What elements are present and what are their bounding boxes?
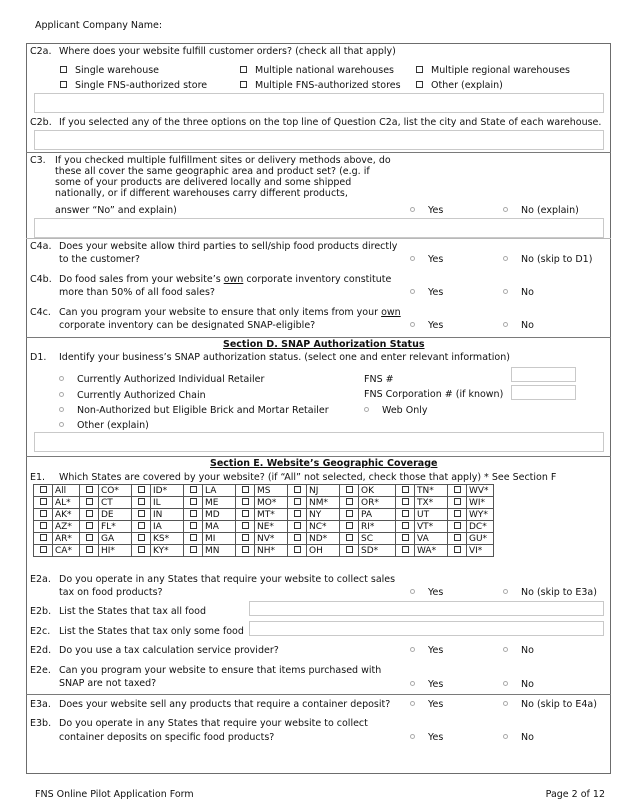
e2c-label: List the States that tax only some food [59,626,244,637]
radio-icon[interactable] [410,701,415,706]
state-label: CO* [99,485,132,497]
checkbox-icon[interactable] [190,486,197,493]
c3-number: C3. [30,155,46,166]
fns-corp-label: FNS Corporation # (if known) [364,389,504,400]
checkbox-icon[interactable] [190,510,197,517]
applicant-company-label: Applicant Company Name: [35,20,163,31]
state-checkbox-cell[interactable] [340,509,359,521]
checkbox-icon[interactable] [40,546,47,553]
state-label: GA [99,533,132,545]
checkbox-icon[interactable] [40,510,47,517]
state-label: ID* [151,485,184,497]
radio-icon[interactable] [59,376,64,381]
state-label: WV* [467,485,494,497]
state-label: UT [415,509,448,521]
checkbox-icon[interactable] [138,522,145,529]
checkbox-icon[interactable] [138,546,145,553]
divider [26,152,611,153]
e3a-number: E3a. [30,699,51,710]
c2a-option-multiple-national[interactable]: Multiple national warehouses [240,65,394,76]
e2b-number: E2b. [30,606,52,617]
state-label: AK* [53,509,80,521]
e2a-number: E2a. [30,574,51,585]
state-checkbox-cell[interactable] [132,497,151,509]
state-label: NV* [255,533,288,545]
checkbox-icon[interactable] [242,534,249,541]
state-label: IL [151,497,184,509]
checkbox-icon[interactable] [416,66,423,73]
checkbox-icon[interactable] [242,510,249,517]
checkbox-icon[interactable] [402,510,409,517]
checkbox-icon[interactable] [454,534,461,541]
e1-question: Which States are covered by your website? (if “All” not selected, check those that apply) * See Section F [59,472,557,483]
state-checkbox-cell[interactable] [236,485,255,497]
radio-icon[interactable] [503,256,508,261]
fns-corp-input[interactable] [511,385,576,400]
state-checkbox-cell[interactable] [448,497,467,509]
d1-explain-input[interactable] [34,432,604,452]
d1-option-individual-retailer[interactable]: Currently Authorized Individual Retailer [59,374,264,385]
e2d-no-option[interactable]: No [503,645,534,656]
checkbox-icon[interactable] [416,81,423,88]
checkbox-icon[interactable] [86,498,93,505]
states-row [34,497,494,509]
state-checkbox-cell[interactable] [288,545,307,557]
e3b-number: E3b. [30,718,52,729]
checkbox-icon[interactable] [86,546,93,553]
e2a-question-line1: Do you operate in any States that require your website to collect sales [59,574,396,585]
state-checkbox-cell[interactable] [80,485,99,497]
fns-number-label: FNS # [364,374,394,385]
checkbox-icon[interactable] [190,522,197,529]
checkbox-icon[interactable] [86,522,93,529]
state-label: NY [307,509,340,521]
e2d-question: Do you use a tax calculation service provider? [59,645,279,656]
e2e-number: E2e. [30,665,51,676]
checkbox-icon[interactable] [60,81,67,88]
checkbox-icon[interactable] [40,522,47,529]
state-label: SD* [359,545,396,557]
c4b-question-line2: more than 50% of all food sales? [59,287,215,298]
c2a-question: Where does your website fulfill customer orders? (check all that apply) [59,46,396,57]
state-label: DC* [467,521,494,533]
checkbox-icon[interactable] [402,486,409,493]
state-label: OK [359,485,396,497]
c2a-explain-input[interactable] [34,93,604,113]
state-checkbox-cell[interactable] [288,533,307,545]
state-label: LA [203,485,236,497]
checkbox-icon[interactable] [40,498,47,505]
e1-number: E1. [30,472,46,483]
state-label: IA [151,521,184,533]
d1-option-authorized-chain[interactable]: Currently Authorized Chain [59,390,206,401]
radio-icon[interactable] [410,207,415,212]
state-label: WY* [467,509,494,521]
state-checkbox-cell[interactable] [34,545,53,557]
checkbox-icon[interactable] [294,522,301,529]
state-checkbox-cell[interactable] [80,533,99,545]
c2b-question: If you selected any of the three options on the top line of Question C2a, list the city and State of each warehouse. [59,117,602,128]
radio-icon[interactable] [410,589,415,594]
e3a-question: Does your website sell any products that require a container deposit? [59,699,391,710]
radio-icon[interactable] [410,681,415,686]
state-checkbox-cell[interactable] [236,545,255,557]
c2a-option-multiple-fns-stores[interactable]: Multiple FNS-authorized stores [240,80,401,91]
state-checkbox-cell[interactable] [184,509,203,521]
state-checkbox-cell[interactable] [340,497,359,509]
radio-icon[interactable] [410,647,415,652]
state-checkbox-cell[interactable] [80,509,99,521]
state-label: MN [203,545,236,557]
state-checkbox-cell[interactable] [340,485,359,497]
states-row [34,485,494,497]
state-label: CT [99,497,132,509]
state-label: NC* [307,521,340,533]
states-row [34,533,494,545]
radio-icon[interactable] [503,322,508,327]
e2b-label: List the States that tax all food [59,606,206,617]
state-label: WA* [415,545,448,557]
c3-question-line2: these all cover the same geographic area and product set? (e.g. if [55,166,370,177]
radio-icon[interactable] [503,647,508,652]
checkbox-icon[interactable] [190,534,197,541]
states-row [34,509,494,521]
divider [26,694,611,695]
state-checkbox-cell[interactable] [34,509,53,521]
state-label: DE [99,509,132,521]
checkbox-icon[interactable] [242,546,249,553]
c3-no-option[interactable]: No (explain) [503,205,579,216]
radio-icon[interactable] [503,734,508,739]
state-label: MA [203,521,236,533]
e3b-no-option[interactable]: No [503,732,534,743]
e3b-yes-option[interactable]: Yes [410,732,443,743]
state-label: OH [307,545,340,557]
checkbox-icon[interactable] [402,498,409,505]
checkbox-icon[interactable] [190,498,197,505]
radio-icon[interactable] [503,589,508,594]
e2e-question-line2: SNAP are not taxed? [59,678,157,689]
state-checkbox-cell[interactable] [236,497,255,509]
state-label: NJ [307,485,340,497]
states-row [34,521,494,533]
e2e-no-option[interactable]: No [503,679,534,690]
c4b-number: C4b. [30,274,52,285]
e2d-number: E2d. [30,645,52,656]
c4a-question-line2: to the customer? [59,254,140,265]
radio-icon[interactable] [410,289,415,294]
state-label: NM* [307,497,340,509]
checkbox-icon[interactable] [454,546,461,553]
state-label: GU* [467,533,494,545]
checkbox-icon[interactable] [138,510,145,517]
e3a-yes-option[interactable]: Yes [410,699,443,710]
checkbox-icon[interactable] [190,546,197,553]
state-checkbox-cell[interactable] [132,485,151,497]
checkbox-icon[interactable] [242,486,249,493]
checkbox-icon[interactable] [346,522,353,529]
radio-icon[interactable] [503,681,508,686]
state-checkbox-cell[interactable] [34,521,53,533]
c4c-question-line2: corporate inventory can be designated SNAP-eligible? [59,320,316,331]
state-checkbox-cell[interactable] [132,521,151,533]
checkbox-icon[interactable] [402,534,409,541]
state-checkbox-cell[interactable] [184,485,203,497]
e3a-no-option[interactable]: No (skip to E4a) [503,699,597,710]
checkbox-icon[interactable] [346,498,353,505]
checkbox-icon[interactable] [138,534,145,541]
state-label: VT* [415,521,448,533]
radio-icon[interactable] [503,289,508,294]
state-label: All [53,485,80,497]
state-checkbox-cell[interactable] [396,533,415,545]
c2a-number: C2a. [30,46,52,57]
state-checkbox-cell[interactable] [396,485,415,497]
c2a-option-other[interactable]: Other (explain) [416,80,503,91]
state-checkbox-cell[interactable] [34,533,53,545]
checkbox-icon[interactable] [86,534,93,541]
state-label: MT* [255,509,288,521]
checkbox-icon[interactable] [454,498,461,505]
checkbox-icon[interactable] [454,486,461,493]
c3-question-line5: answer “No” and explain) [55,205,177,216]
checkbox-icon[interactable] [240,81,247,88]
state-checkbox-cell[interactable] [448,545,467,557]
checkbox-icon[interactable] [86,486,93,493]
state-label: TN* [415,485,448,497]
c2b-warehouse-input[interactable] [34,130,604,150]
fns-number-input[interactable] [511,367,576,382]
state-label: OR* [359,497,396,509]
e2a-no-option[interactable]: No (skip to E3a) [503,587,597,598]
state-checkbox-cell[interactable] [448,533,467,545]
c2a-option-single-fns-store[interactable]: Single FNS-authorized store [60,80,207,91]
state-checkbox-cell[interactable] [396,509,415,521]
c4c-question-line1: Can you program your website to ensure that only items from your own [59,307,401,318]
state-checkbox-cell[interactable] [34,497,53,509]
state-checkbox-cell[interactable] [236,521,255,533]
checkbox-icon[interactable] [294,546,301,553]
e2a-question-line2: tax on food products? [59,587,163,598]
footer-page-number: Page 2 of 12 [545,789,605,800]
radio-icon[interactable] [410,734,415,739]
state-label: KY* [151,545,184,557]
state-checkbox-cell[interactable] [448,509,467,521]
state-checkbox-cell[interactable] [396,545,415,557]
state-checkbox-cell[interactable] [288,485,307,497]
checkbox-icon[interactable] [402,546,409,553]
e2b-states-input[interactable] [249,601,604,616]
checkbox-icon[interactable] [294,498,301,505]
c3-explain-input[interactable] [34,218,604,238]
radio-icon[interactable] [410,256,415,261]
d1-question: Identify your business’s SNAP authorization status. (select one and enter relevant information) [59,352,510,363]
checkbox-icon[interactable] [242,498,249,505]
states-table [33,484,494,557]
state-label: MO* [255,497,288,509]
e2c-states-input[interactable] [249,621,604,636]
c2a-option-multiple-regional[interactable]: Multiple regional warehouses [416,65,570,76]
c4b-yes-option[interactable]: Yes [410,287,443,298]
c3-question-line3: some of your products are delivered locally and some shipped [55,177,352,188]
c3-question-line1: If you checked multiple fulfillment sites or delivery methods above, do [55,155,391,166]
section-d-title: Section D. SNAP Authorization Status [223,339,425,350]
state-label: TX* [415,497,448,509]
state-checkbox-cell[interactable] [448,521,467,533]
c4b-no-option[interactable]: No [503,287,534,298]
radio-icon[interactable] [364,407,369,412]
state-checkbox-cell[interactable] [184,533,203,545]
state-checkbox-cell[interactable] [396,521,415,533]
state-checkbox-cell[interactable] [132,509,151,521]
checkbox-icon[interactable] [346,546,353,553]
state-checkbox-cell[interactable] [340,521,359,533]
checkbox-icon[interactable] [454,522,461,529]
checkbox-icon[interactable] [240,66,247,73]
radio-icon[interactable] [59,407,64,412]
state-label: IN [151,509,184,521]
d1-option-other[interactable]: Other (explain) [59,420,149,431]
state-label: VA [415,533,448,545]
e3b-question-line2: container deposits on specific food products? [59,732,275,743]
checkbox-icon[interactable] [454,510,461,517]
state-checkbox-cell[interactable] [288,497,307,509]
state-label: RI* [359,521,396,533]
e2e-yes-option[interactable]: Yes [410,679,443,690]
state-checkbox-cell[interactable] [236,533,255,545]
state-label: AL* [53,497,80,509]
state-label: AZ* [53,521,80,533]
divider [26,337,611,338]
d1-option-non-authorized[interactable]: Non-Authorized but Eligible Brick and Mortar Retailer [59,405,329,416]
states-row [34,545,494,557]
state-label: PA [359,509,396,521]
checkbox-icon[interactable] [346,510,353,517]
radio-icon[interactable] [59,392,64,397]
state-label: VI* [467,545,494,557]
checkbox-icon[interactable] [346,486,353,493]
checkbox-icon[interactable] [294,486,301,493]
divider [26,238,611,239]
state-checkbox-cell[interactable] [80,545,99,557]
e2c-number: E2c. [30,626,51,637]
checkbox-icon[interactable] [346,534,353,541]
state-label: HI* [99,545,132,557]
state-label: MI [203,533,236,545]
state-checkbox-cell[interactable] [34,485,53,497]
state-checkbox-cell[interactable] [132,533,151,545]
section-e-title: Section E. Website’s Geographic Coverage [210,458,438,469]
checkbox-icon[interactable] [294,510,301,517]
radio-icon[interactable] [59,422,64,427]
state-checkbox-cell[interactable] [132,545,151,557]
d1-number: D1. [30,352,47,363]
radio-icon[interactable] [503,701,508,706]
state-label: ME [203,497,236,509]
state-checkbox-cell[interactable] [288,521,307,533]
checkbox-icon[interactable] [294,534,301,541]
state-label: FL* [99,521,132,533]
c4a-no-option[interactable]: No (skip to D1) [503,254,592,265]
footer-form-name: FNS Online Pilot Application Form [35,789,194,800]
c4c-no-option[interactable]: No [503,320,534,331]
e2e-question-line1: Can you program your website to ensure that items purchased with [59,665,382,676]
state-checkbox-cell[interactable] [340,533,359,545]
state-label: KS* [151,533,184,545]
state-checkbox-cell[interactable] [288,509,307,521]
checkbox-icon[interactable] [86,510,93,517]
c3-yes-option[interactable]: Yes [410,205,443,216]
c4a-yes-option[interactable]: Yes [410,254,443,265]
checkbox-icon[interactable] [138,498,145,505]
c3-question-line4: nationally, or if different warehouses carry different products, [55,188,348,199]
state-label: SC [359,533,396,545]
state-label: NE* [255,521,288,533]
checkbox-icon[interactable] [60,66,67,73]
c2a-option-single-warehouse[interactable]: Single warehouse [60,65,159,76]
e3b-question-line1: Do you operate in any States that require your website to collect [59,718,368,729]
state-checkbox-cell[interactable] [184,497,203,509]
state-checkbox-cell[interactable] [80,497,99,509]
c2b-number: C2b. [30,117,52,128]
checkbox-icon[interactable] [138,486,145,493]
radio-icon[interactable] [503,207,508,212]
state-label: ND* [307,533,340,545]
state-checkbox-cell[interactable] [80,521,99,533]
checkbox-icon[interactable] [402,522,409,529]
state-checkbox-cell[interactable] [340,545,359,557]
c4a-number: C4a. [30,241,52,252]
state-label: MD [203,509,236,521]
checkbox-icon[interactable] [40,486,47,493]
state-label: CA* [53,545,80,557]
state-label: WI* [467,497,494,509]
checkbox-icon[interactable] [242,522,249,529]
state-label: AR* [53,533,80,545]
state-label: MS [255,485,288,497]
c4c-yes-option[interactable]: Yes [410,320,443,331]
e2a-yes-option[interactable]: Yes [410,587,443,598]
state-checkbox-cell[interactable] [448,485,467,497]
divider [26,456,611,457]
checkbox-icon[interactable] [40,534,47,541]
c4c-number: C4c. [30,307,51,318]
state-checkbox-cell[interactable] [236,509,255,521]
radio-icon[interactable] [410,322,415,327]
d1-option-web-only[interactable]: Web Only [364,405,428,416]
state-checkbox-cell[interactable] [396,497,415,509]
state-label: NH* [255,545,288,557]
e2d-yes-option[interactable]: Yes [410,645,443,656]
state-checkbox-cell[interactable] [184,545,203,557]
c4b-question-line1: Do food sales from your website’s own corporate inventory constitute [59,274,392,285]
c4a-question-line1: Does your website allow third parties to sell/ship food products directly [59,241,398,252]
state-checkbox-cell[interactable] [184,521,203,533]
